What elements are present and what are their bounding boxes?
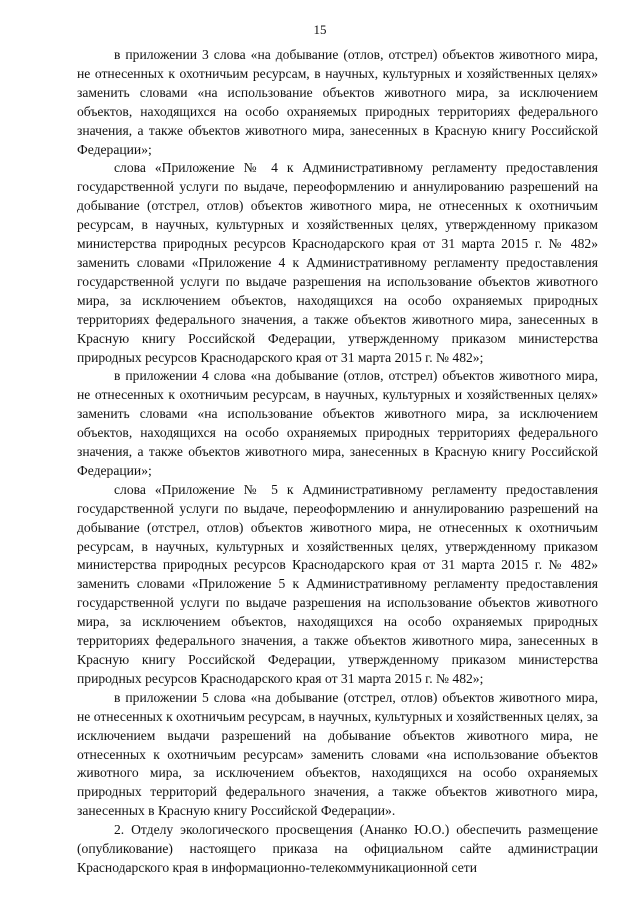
paragraph-item-2: 2. Отделу экологического просвещения (Ананко Ю.О.) обеспечить размещение (опубликование) настоящего приказа на официальном сайте администрации Краснодарского края в информационно-телекоммуникационной сети	[77, 822, 598, 875]
paragraph-appendix-5: в приложении 5 слова «на добывание (отстрел, отлов) объектов животного мира, не отнесенных к охотничьим ресурсам, в научных, культурных и хозяйственных целях, за исключением выдачи разрешений на добывание объектов животного мира, не отнесенных к охотничьим ресурсам» заменить словами «на использование объектов животного мира, за исключением объектов, находящихся на особо охраняемых природных территорий федерального значения, а также объектов животного мира, занесенных в Красную книгу Российской Федерации».	[77, 689, 598, 819]
paragraph-appendix-4: в приложении 4 слова «на добывание (отлов, отстрел) объектов животного мира, не отнесенных к охотничьим ресурсам, в научных, культурных и хозяйственных целях» заменить словами «на использование объектов животного мира, за исключением объектов, находящихся на особо охраняемых природных территориях федерального значения, а также объектов животного мира, занесенных в Красную книгу Российской Федерации»;	[77, 368, 598, 478]
paragraph-appendix-4-title: слова «Приложение № 4 к Административному регламенту предоставления государственной услуги по выдаче, переоформлению и аннулированию разрешений на добывание (отстрел, отлов) объектов животного мира, не отнесенных к охотничьим ресурсам, в научных, культурных и хозяйственных целях, утвержденному приказом министерства природных ресурсов Краснодарского края от 31 марта 2015 г. № 482» заменить словами «Приложение 4 к Административному регламенту предоставления государственной услуги по выдаче разрешения на использование объектов животного мира, за исключением объектов, находящихся на особо охраняемых природных территориях федерального значения, а также объектов животного мира, занесенных в Красную книгу Российской Федерации, утвержденному приказом министерства природных ресурсов Краснодарского края от 31 марта 2015 г. № 482»;	[77, 160, 598, 365]
document-body	[77, 46, 598, 878]
paragraph-appendix-5-title: слова «Приложение № 5 к Административному регламенту предоставления государственной услуги по выдаче, переоформлению и аннулированию разрешений на добывание (отстрел, отлов) объектов животного мира, не отнесенных к охотничьим ресурсам, в научных, культурных и хозяйственных целях, утвержденному приказом министерства природных ресурсов Краснодарского края от 31 марта 2015 г. № 482» заменить словами «Приложение 5 к Административному регламенту предоставления государственной услуги по выдаче разрешения на использование объектов животного мира, за исключением объектов, находящихся на особо охраняемых природных территориях федерального значения, а также объектов животного мира, занесенных в Красную книгу Российской Федерации, утвержденному приказом министерства природных ресурсов Краснодарского края от 31 марта 2015 г. № 482»;	[77, 481, 598, 686]
page-number: 15	[313, 22, 327, 37]
paragraph-appendix-3: в приложении 3 слова «на добывание (отлов, отстрел) объектов животного мира, не отнесенных к охотничьим ресурсам, в научных, культурных и хозяйственных целях» заменить словами «на использование объектов животного мира, за исключением объектов, находящихся на особо охраняемых природных территориях федерального значения, а также объектов животного мира, занесенных в Красную книгу Российской Федерации»;	[77, 47, 598, 157]
